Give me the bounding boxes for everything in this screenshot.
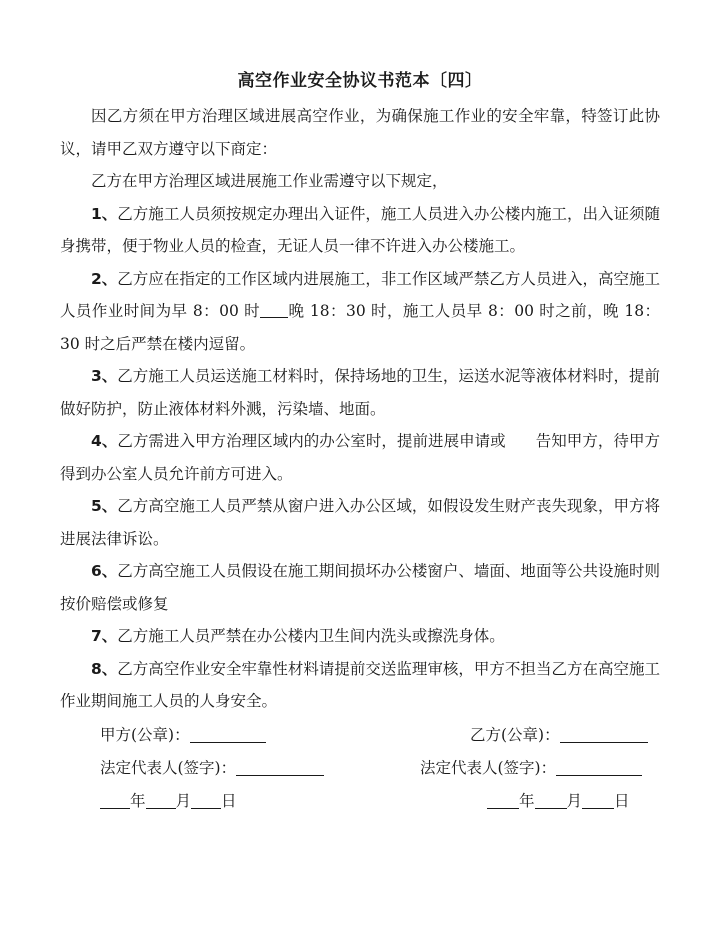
clause-text: 乙方高空施工人员假设在施工期间损坏办公楼窗户、墙面、地面等公共设施时则按价赔偿或修复: [60, 562, 660, 613]
clause-number: 1、: [91, 204, 118, 223]
time-blank: [260, 301, 288, 318]
party-b-seal-line: [560, 725, 648, 743]
party-b-rep-line: [556, 758, 642, 776]
day-line: [582, 791, 614, 809]
clause-2: [60, 263, 660, 361]
month-line: [535, 791, 567, 809]
clause-number: 3、: [91, 367, 118, 385]
document-title: 高空作业安全协议书范本〔四〕: [237, 71, 483, 91]
month-label: 月: [566, 792, 583, 810]
clause-text: 乙方施工人员严禁在办公楼内卫生间内洗头或擦洗身体。: [117, 627, 505, 645]
clause-number: 4、: [91, 432, 118, 450]
year-label: 年: [130, 792, 146, 810]
document-body: [60, 100, 660, 718]
party-b-rep-field: [420, 756, 642, 778]
clause-text: 乙方施工人员运送施工材料时，保持场地的卫生，运送水泥等液体材料时，提前做好防护，防止液体材料外溅，污染墙、地面。: [60, 367, 660, 418]
clause-number: 5、: [91, 497, 118, 515]
clause-text: 乙方施工人员须按规定办理出入证件，施工人员进入办公楼内施工，出入证须随身携带，便于物业人员的检查，无证人员一律不许进入办公楼施工。: [60, 204, 660, 255]
party-b-seal-label: 乙方(公章)：: [470, 726, 560, 744]
party-a-seal-label: 甲方(公章)：: [100, 726, 190, 744]
clause-text: 告知甲方，待甲方得到办公室人员允许前方可进入。: [60, 432, 660, 483]
clause-4: [60, 425, 660, 490]
party-a-rep-line: [236, 758, 324, 776]
party-b-seal-field: [470, 723, 648, 745]
clause-text: 乙方应在指定的工作区域内进展施工，非工作区域严禁乙方人员进入，高空施工人员作业时间为早 8：00 时: [60, 269, 660, 320]
day-label: 日: [221, 792, 237, 810]
intro-paragraph: 因乙方须在甲方治理区域进展高空作业，为确保施工作业的安全牢靠，特签订此协议，请甲乙双方遵守以下商定：: [60, 107, 660, 158]
party-a-rep-field: [100, 756, 324, 778]
party-a-date-field: [100, 789, 237, 811]
clause-5: [60, 490, 660, 555]
clause-8: [60, 653, 660, 718]
clause-text: 乙方高空施工人员严禁从窗户进入办公区域，如假设发生财产丧失现象，甲方将进展法律诉讼。: [60, 497, 660, 548]
year-line: [487, 791, 519, 809]
month-label: 月: [175, 792, 192, 810]
lead-paragraph: 乙方在甲方治理区域进展施工作业需遵守以下规定，: [91, 172, 448, 190]
day-label: 日: [614, 792, 630, 810]
clause-number: 8、: [91, 659, 118, 678]
clause-3: [60, 360, 660, 425]
party-a-seal-field: [100, 723, 266, 745]
clause-text: 乙方高空作业安全牢靠性材料请提前交送监理审核，甲方不担当乙方在高空施工作业期间施工人员的人身安全。: [60, 659, 660, 710]
party-b-rep-label: 法定代表人(签字)：: [420, 759, 557, 777]
month-line: [146, 791, 176, 809]
clause-text: 乙方需进入甲方治理区域内的办公室时，提前进展申请或: [117, 432, 506, 450]
clause-number: 2、: [91, 269, 118, 288]
day-line: [191, 791, 221, 809]
year-label: 年: [519, 792, 535, 810]
clause-number: 6、: [91, 562, 118, 580]
party-a-rep-label: 法定代表人(签字)：: [100, 759, 237, 777]
year-line: [100, 791, 130, 809]
clause-number: 7、: [91, 627, 118, 645]
clause-6: [60, 555, 660, 620]
party-b-date-field: [487, 789, 630, 811]
party-a-seal-line: [190, 725, 266, 743]
clause-text: 晚 18：30 时，施工人员早 8：00 时之前，晚 18：30 时之后严禁在楼内逗留。: [60, 302, 660, 353]
clause-7: [60, 620, 660, 653]
clause-1: [60, 198, 660, 263]
